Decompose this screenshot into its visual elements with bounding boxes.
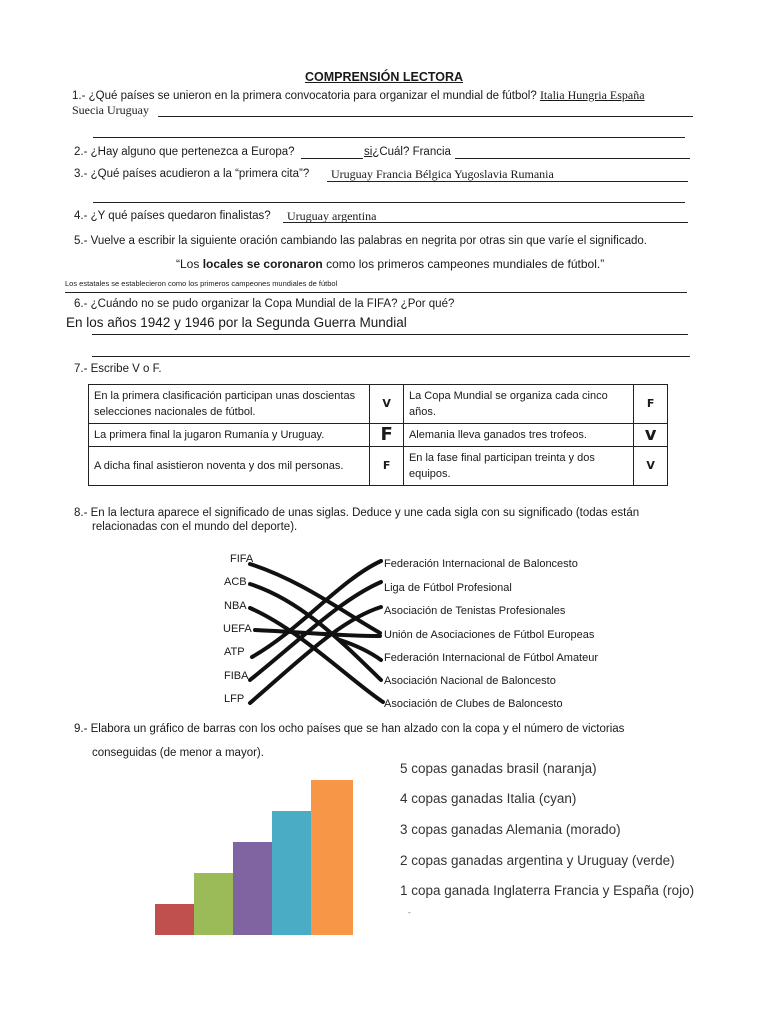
sigla: UEFA	[223, 623, 252, 635]
answer-mark: V	[370, 385, 404, 424]
question-9: 9.- Elabora un gráfico de barras con los ocho países que se han alzado con la copa y el número de victorias	[74, 723, 625, 735]
legend-item: 4 copas ganadas Italia (cyan)	[400, 791, 577, 806]
question-2: 2.- ¿Hay alguno que pertenezca a Europa?	[74, 146, 295, 158]
question-9-cont: conseguidas (de menor a mayor).	[92, 747, 264, 759]
question-6: 6.- ¿Cuándo no se pudo organizar la Copa Mundial de la FIFA? ¿Por qué?	[74, 298, 455, 310]
bar-cyan	[272, 811, 314, 935]
answer-3: Uruguay Francia Bélgica Yugoslavia Rumania	[331, 167, 554, 181]
bar-morado	[233, 842, 275, 935]
answer-6: En los años 1942 y 1946 por la Segunda Guerra Mundial	[66, 315, 407, 330]
answer-1a: Italia Hungria España	[539, 88, 645, 102]
sigla: FIBA	[224, 670, 249, 682]
statement: Alemania lleva ganados tres trofeos.	[403, 424, 633, 447]
answer-mark: F	[370, 424, 404, 447]
meaning: Asociación de Tenistas Profesionales	[384, 605, 566, 617]
question-7: 7.- Escribe V o F.	[74, 363, 162, 375]
bar-verde	[194, 873, 236, 935]
question-5: 5.- Vuelve a escribir la siguiente oración cambiando las palabras en negrita por otras sin que varíe el significado.	[74, 235, 647, 247]
sigla: FIFA	[230, 553, 254, 565]
statement: En la fase final participan treinta y dos equipos.	[403, 447, 633, 486]
bar-naranja	[311, 780, 353, 935]
legend-item: 1 copa ganada Inglaterra Francia y España (rojo)	[400, 883, 695, 898]
sentence: “Los locales se coronaron como los primeros campeones mundiales de fútbol.”	[176, 257, 605, 271]
legend-item: 5 copas ganadas brasil (naranja)	[400, 761, 597, 776]
meaning: Asociación Nacional de Baloncesto	[384, 675, 556, 687]
match-line	[255, 630, 380, 636]
statement: La Copa Mundial se organiza cada cinco años.	[403, 385, 633, 424]
answer-mark: v	[634, 424, 668, 447]
sigla: LFP	[224, 693, 245, 705]
statement: La primera final la jugaron Rumanía y Uruguay.	[89, 424, 370, 447]
question-8: 8.- En la lectura aparece el significado de unas siglas. Deduce y une cada sigla con su significado (todas están	[74, 507, 640, 519]
answer-1b: Suecia Uruguay	[72, 103, 149, 117]
question-4: 4.- ¿Y qué países quedaron finalistas?	[74, 210, 271, 222]
question-8-cont: relacionadas con el mundo del deporte).	[92, 521, 298, 533]
question-3: 3.- ¿Qué países acudieron a la “primera cita”?	[74, 168, 310, 180]
question-1: 1.- ¿Qué países se unieron en la primera convocatoria para organizar el mundial de fútbol? Italia Hungria España	[72, 88, 645, 102]
answer-5: Los estatales se establecieron como los primeros campeones mundiales de fútbol	[65, 279, 338, 288]
answer-mark: V	[634, 447, 668, 486]
meaning: Federación Internacional de Baloncesto	[384, 558, 578, 570]
sigla: ACB	[224, 576, 247, 588]
meaning: Liga de Fútbol Profesional	[384, 582, 512, 594]
answer-mark: F	[634, 385, 668, 424]
answer-mark: F	[370, 447, 404, 486]
sigla: NBA	[224, 600, 247, 612]
answer-4: Uruguay argentina	[287, 209, 377, 223]
legend-item: 2 copas ganadas argentina y Uruguay (verde)	[400, 853, 675, 868]
match-line	[252, 561, 381, 657]
answer-2: si¿Cuál? Francia	[364, 146, 451, 158]
bar-rojo	[155, 904, 197, 935]
meaning: Asociación de Clubes de Baloncesto	[384, 698, 563, 710]
match-line	[340, 640, 381, 660]
sigla: ATP	[224, 646, 245, 658]
meaning: Unión de Asociaciones de Fútbol Europeas	[384, 629, 595, 641]
meaning: Federación Internacional de Fútbol Amateur	[384, 652, 599, 664]
tick-mark: -	[408, 908, 411, 917]
statement: En la primera clasificación participan unas doscientas selecciones nacionales de fútbol.	[89, 385, 370, 424]
statement: A dicha final asistieron noventa y dos mil personas.	[89, 447, 370, 486]
bar-chart	[150, 780, 360, 940]
page-title: COMPRENSIÓN LECTORA	[304, 70, 464, 84]
legend-item: 3 copas ganadas Alemania (morado)	[400, 822, 621, 837]
